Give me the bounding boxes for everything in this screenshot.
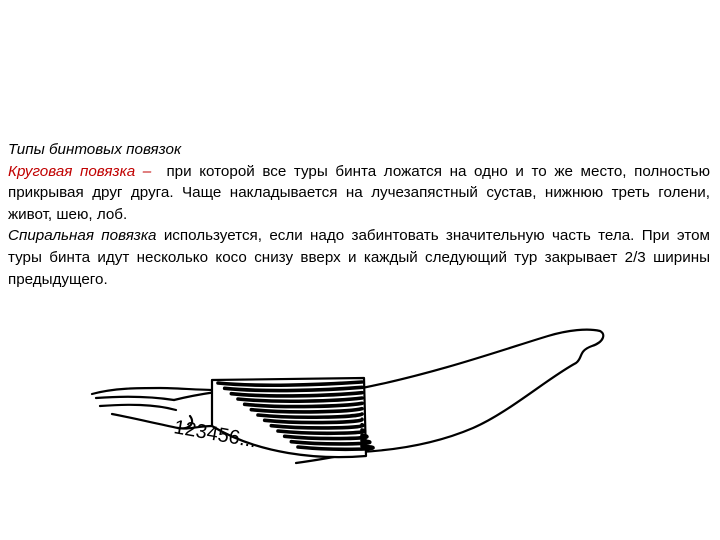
turn-numbers-label: 123456... bbox=[172, 416, 259, 453]
definition-circular-bandage: при которой все туры бинта ложатся на одно и то же место, полностью прикрывая друг друга. Чаще накладывается на лучезапястный сустав, нижнюю треть голени, живот, шею, лоб. bbox=[8, 162, 710, 223]
finger-line-1 bbox=[96, 397, 174, 400]
bandaged-arm-illustration bbox=[78, 318, 618, 478]
paragraph-circular bbox=[8, 161, 710, 226]
paragraph-spiral bbox=[8, 225, 710, 290]
term-circular-bandage: Круговая повязка – bbox=[8, 162, 152, 180]
definition-spiral-bandage: используется, если надо забинтовать значительную часть тела. При этом туры бинта идут несколько косо снизу вверх и каждый следующий тур закрывает 2/3 ширины предыдущего. bbox=[8, 227, 710, 288]
text-block bbox=[8, 139, 710, 290]
hand-outline bbox=[92, 388, 216, 394]
term-spiral-bandage: Спиральная повязка bbox=[8, 227, 157, 245]
finger-line-2 bbox=[100, 405, 176, 410]
arm-upper-outline bbox=[360, 330, 603, 452]
wrist-outline bbox=[174, 392, 216, 400]
page-title: Типы бинтовых повязок bbox=[8, 141, 182, 158]
